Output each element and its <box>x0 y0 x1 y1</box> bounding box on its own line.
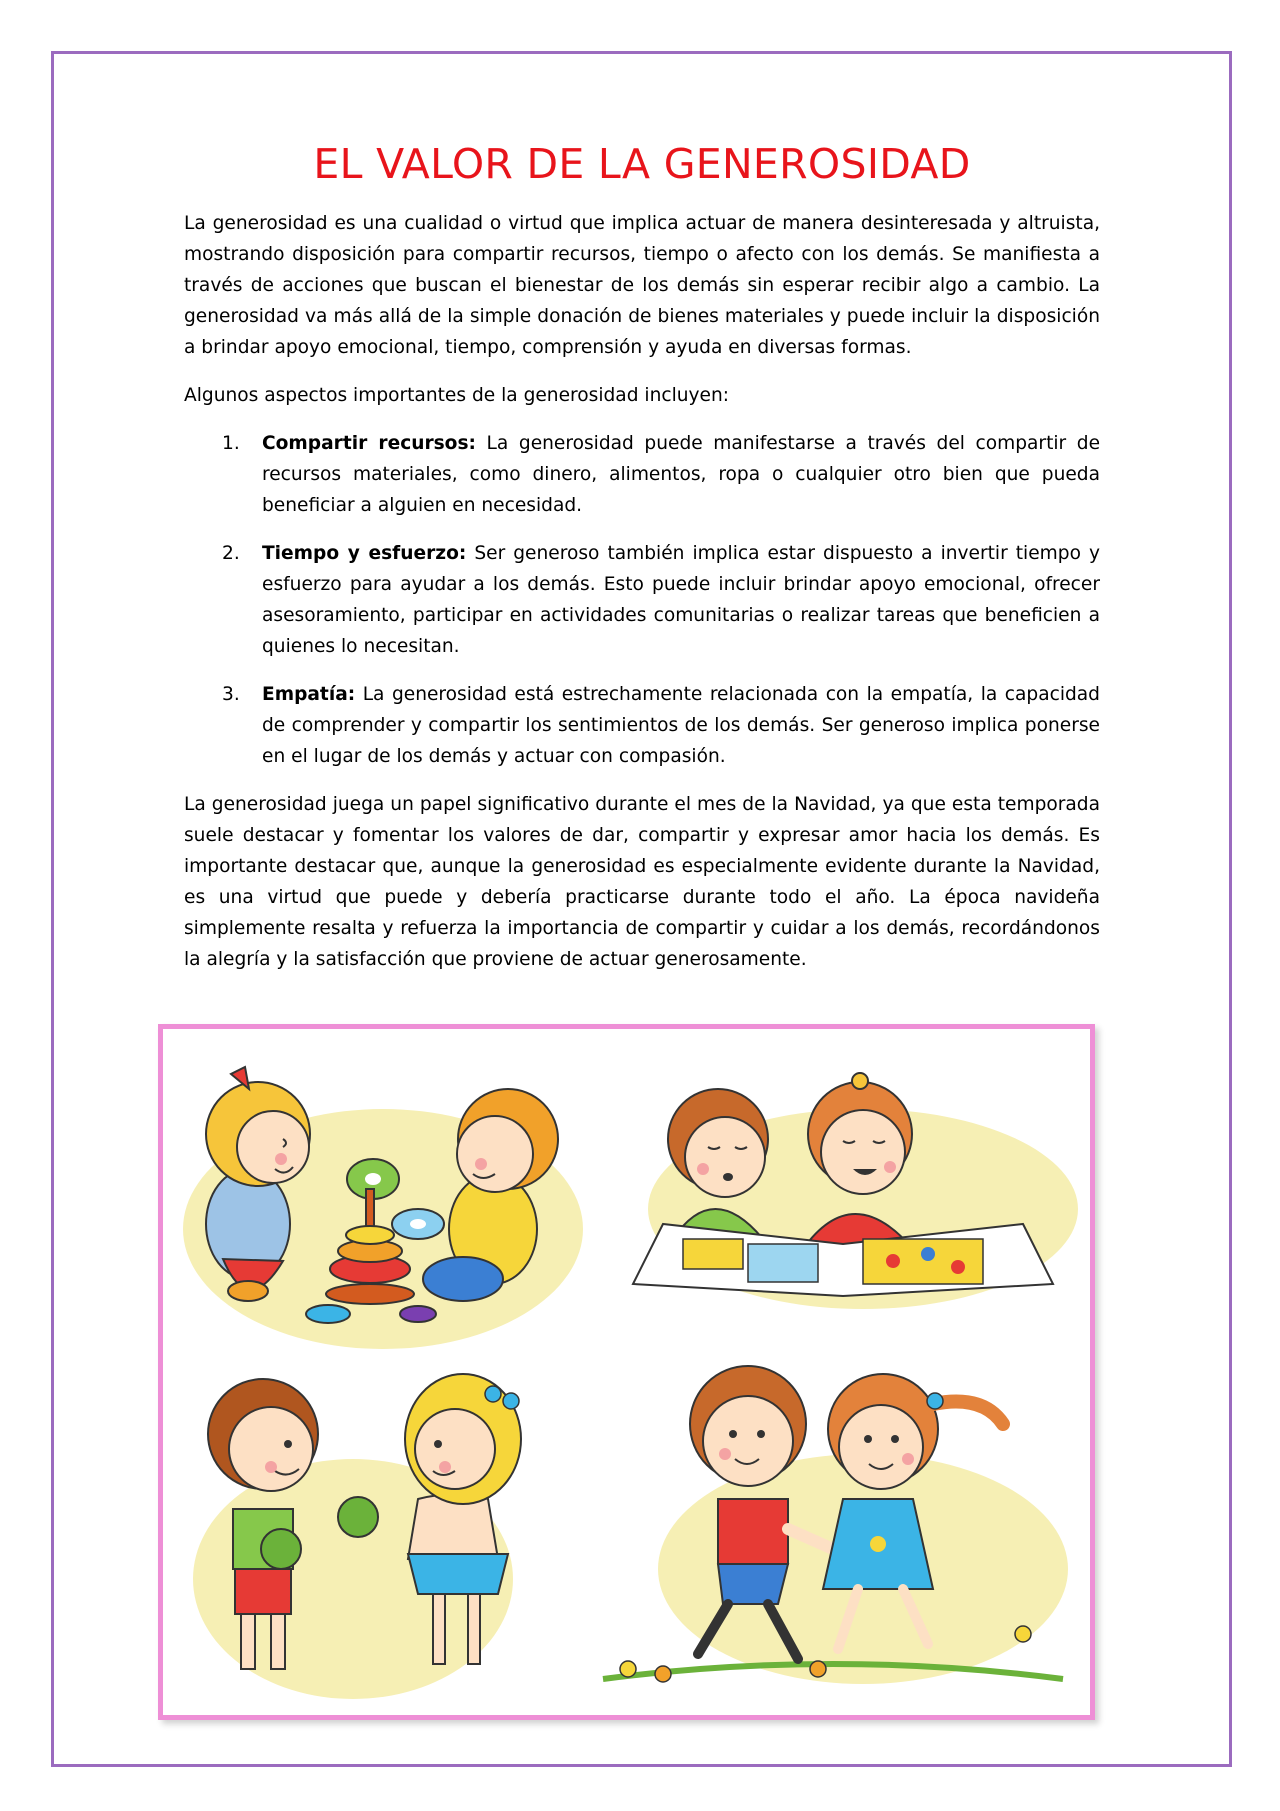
children-illustration <box>158 1024 1095 1720</box>
list-item-term: Empatía: <box>262 684 356 705</box>
document-title: EL VALOR DE LA GENEROSIDAD <box>313 140 971 188</box>
aspects-list <box>184 428 1100 772</box>
intro-paragraph: La generosidad es una cualidad o virtud que implica actuar de manera desinteresada y altruista, mostrando disposición para compartir recursos, tiempo o afecto con los demás. Se manifiesta a través de acciones que buscan el bienestar de los demás sin esperar recibir algo a cambio. La generosidad va más allá de la simple donación de bienes materiales y puede incluir la disposición a brindar apoyo emocional, tiempo, comprensión y ayuda en diversas formas. <box>184 213 1100 358</box>
document-body <box>184 140 1100 992</box>
panel-children-holding-hands <box>603 1366 1068 1684</box>
panel-children-sharing-apples <box>193 1374 521 1699</box>
list-item-text: La generosidad puede manifestarse a través del compartir de recursos materiales, como dinero, alimentos, ropa o cualquier otro bien que pueda beneficiar a alguien en necesidad. <box>262 433 1101 516</box>
closing-paragraph: La generosidad juega un papel significativo durante el mes de la Navidad, ya que esta temporada suele destacar y fomentar los valores de dar, compartir y expresar amor hacia los demás. Es importante destacar que, aunque la generosidad es especialmente evidente durante la Navidad, es una virtud que puede y debería practicarse durante todo el año. La época navideña simplemente resalta y refuerza la importancia de compartir y cuidar a los demás, recordándonos la alegría y la satisfacción que proviene de actuar generosamente. <box>184 794 1100 970</box>
list-item-text: La generosidad está estrechamente relacionada con la empatía, la capacidad de comprender y compartir los sentimientos de los demás. Ser generoso implica ponerse en el lugar de los demás y actuar con compasión. <box>262 684 1100 767</box>
aspects-heading: Algunos aspectos importantes de la generosidad incluyen: <box>184 385 730 406</box>
panel-children-reading-book <box>633 1073 1078 1309</box>
list-item <box>184 679 1100 772</box>
list-item-number: 1. <box>222 433 240 454</box>
list-item-term: Compartir recursos: <box>262 433 476 454</box>
list-item-text: Ser generoso también implica estar dispuesto a invertir tiempo y esfuerzo para ayudar a los demás. Esto puede incluir brindar apoyo emocional, ofrecer asesoramiento, participar en actividades comunitarias o realizar tareas que beneficien a quienes lo necesitan. <box>262 543 1100 657</box>
list-item-number: 3. <box>222 684 240 705</box>
list-item <box>184 538 1100 662</box>
list-item-term: Tiempo y esfuerzo: <box>262 543 467 564</box>
panel-children-sharing-toys <box>183 1067 583 1349</box>
illustration-svg <box>163 1029 1090 1715</box>
list-item-number: 2. <box>222 543 240 564</box>
list-item <box>184 428 1100 521</box>
